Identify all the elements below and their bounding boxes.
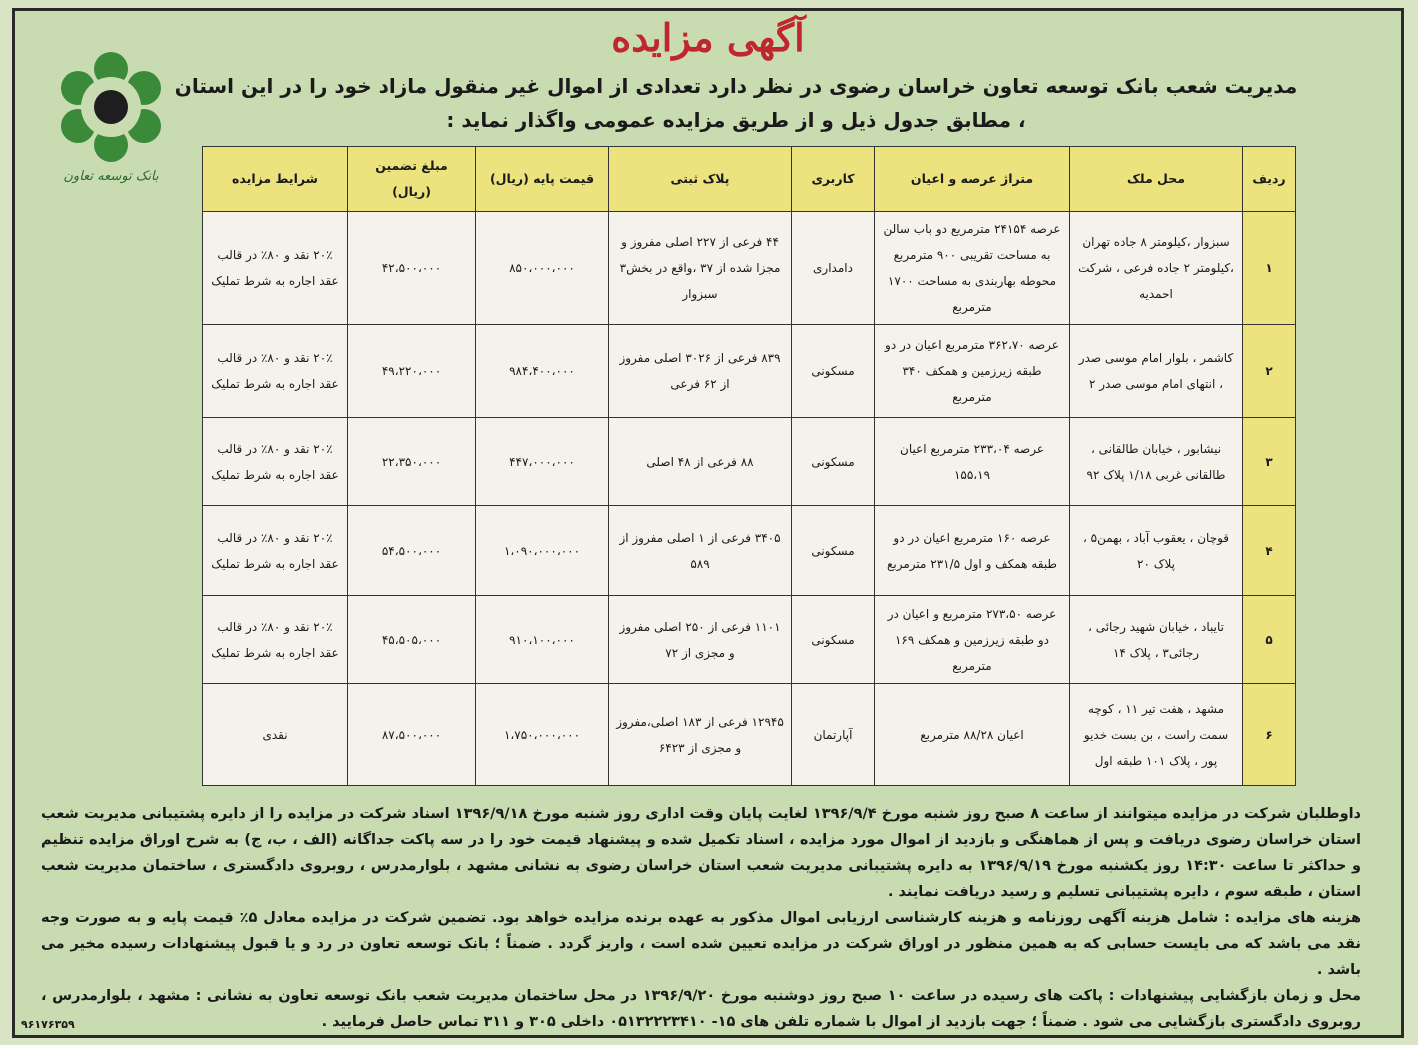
auction-conditions: ۲۰٪ نقد و ۸۰٪ در قالب عقد اجاره به شرط تملیک (203, 325, 348, 418)
base-price: ۱،۷۵۰،۰۰۰،۰۰۰ (476, 684, 609, 786)
guarantee-amount: ۲۲،۳۵۰،۰۰۰ (348, 418, 476, 506)
table-row (203, 684, 1296, 786)
auction-conditions: نقدی (203, 684, 348, 786)
guarantee-amount: ۸۷،۵۰۰،۰۰۰ (348, 684, 476, 786)
registration-plate: ۳۴۰۵ فرعی از ۱ اصلی مفروز از ۵۸۹ (609, 506, 792, 596)
guarantee-amount: ۴۵،۵۰۵،۰۰۰ (348, 596, 476, 684)
table-row (203, 506, 1296, 596)
auction-conditions: ۲۰٪ نقد و ۸۰٪ در قالب عقد اجاره به شرط تملیک (203, 596, 348, 684)
registration-plate: ۱۲۹۴۵ فرعی از ۱۸۳ اصلی،مفروز و مجزی از ۶۴۲۳ (609, 684, 792, 786)
document-code: ۹۶۱۷۶۳۵۹ (21, 1018, 75, 1031)
guarantee-amount: ۴۲،۵۰۰،۰۰۰ (348, 212, 476, 325)
registration-plate: ۸۸ فرعی از ۴۸ اصلی (609, 418, 792, 506)
base-price: ۹۸۴،۴۰۰،۰۰۰ (476, 325, 609, 418)
property-area: اعیان ۸۸/۲۸ مترمربع (875, 684, 1070, 786)
property-location: مشهد ، هفت تیر ۱۱ ، کوچه سمت راست ، بن بست خدیو پور ، پلاک ۱۰۱ طبقه اول (1070, 684, 1243, 786)
property-area: عرصه ۲۴۱۵۴ مترمربع دو باب سالن به مساحت تقریبی ۹۰۰ مترمربع محوطه بهاربندی به مساحت ۱۷۰۰ مترمربع (875, 212, 1070, 325)
col-conditions: شرایط مزایده (203, 147, 348, 212)
property-usage: مسکونی (792, 596, 875, 684)
property-location: قوچان ، یعقوب آباد ، بهمن۵ ، پلاک ۲۰ (1070, 506, 1243, 596)
logo-caption: بانک توسعه تعاون (63, 169, 159, 184)
property-usage: آپارتمان (792, 684, 875, 786)
col-row-number: ردیف (1243, 147, 1296, 212)
row-number: ۶ (1243, 684, 1296, 786)
intro-text: مدیریت شعب بانک توسعه تعاون خراسان رضوی در نظر دارد تعدادی از اموال غیر منقول مازاد خود را در این استان ، مطابق جدول ذیل و از طریق مزایده عمومی واگذار نماید : (174, 74, 1298, 132)
col-registration-plate: پلاک ثبتی (609, 147, 792, 212)
base-price: ۸۵۰،۰۰۰،۰۰۰ (476, 212, 609, 325)
property-location: تایباد ، خیابان شهید رجائی ، رجائی۳ ، پلاک ۱۴ (1070, 596, 1243, 684)
registration-plate: ۴۴ فرعی از ۲۲۷ اصلی مفروز و مجزا شده از ۳۷ ،واقع در بخش۳ سبزوار (609, 212, 792, 325)
property-usage: مسکونی (792, 506, 875, 596)
flower-logo-icon (51, 47, 171, 167)
opening-paragraph: محل و زمان بازگشایی پیشنهادات : پاکت های رسیده در ساعت ۱۰ صبح روز دوشنبه مورخ ۱۳۹۶/۹/۲۰ در محل ساختمان مدیریت شعب بانک توسعه تعاون به نشانی : مشهد ، بلوارمدرس ، روبروی دادگستری بازگشایی می شود . ضمناً ؛ جهت بازدید از اموال با شماره تلفن های ۱۵- ۰۵۱۳۲۲۲۳۴۱۰ داخلی ۳۰۵ و ۳۱۱ تماس حاصل فرمایید . (41, 988, 1361, 1030)
col-guarantee: مبلغ تضمین (ریال) (348, 147, 476, 212)
table-row (203, 325, 1296, 418)
row-number: ۴ (1243, 506, 1296, 596)
table-row (203, 418, 1296, 506)
auction-conditions: ۲۰٪ نقد و ۸۰٪ در قالب عقد اجاره به شرط تملیک (203, 418, 348, 506)
base-price: ۴۴۷،۰۰۰،۰۰۰ (476, 418, 609, 506)
property-location: نیشابور ، خیابان طالقانی ، طالقانی غربی ۱/۱۸ پلاک ۹۲ (1070, 418, 1243, 506)
page-title: آگهی مزایده (611, 15, 805, 60)
guarantee-amount: ۴۹،۲۲۰،۰۰۰ (348, 325, 476, 418)
table-header-row (203, 147, 1296, 212)
registration-plate: ۸۳۹ فرعی از ۳۰۲۶ اصلی مفروز از ۶۲ فرعی (609, 325, 792, 418)
row-number: ۲ (1243, 325, 1296, 418)
col-usage: کاربری (792, 147, 875, 212)
property-usage: مسکونی (792, 325, 875, 418)
guarantee-amount: ۵۴،۵۰۰،۰۰۰ (348, 506, 476, 596)
row-number: ۱ (1243, 212, 1296, 325)
col-base-price: قیمت پایه (ریال) (476, 147, 609, 212)
submission-paragraph: داوطلبان شرکت در مزایده میتوانند از ساعت ۸ صبح روز شنبه مورخ ۱۳۹۶/۹/۴ لغایت پایان وقت اداری روز شنبه مورخ ۱۳۹۶/۹/۱۸ اسناد شرکت در مزایده را از دایره پشتیبانی مدیریت شعب استان خراسان رضوی دریافت و پس از هماهنگی و بازدید از اموال مورد مزایده ، اسناد تکمیل شده و پیشنهاد قیمت خود را در سه پاکت جداگانه (الف ، ب، ج) به شرح اوراق مزایده تنظیم و حداکثر تا ساعت ۱۴:۳۰ روز یکشنبه مورخ ۱۳۹۶/۹/۱۹ به دایره پشتیبانی مدیریت شعب استان خراسان رضوی به نشانی مشهد ، بلوارمدرس ، روبروی دادگستری ، ساختمان مدیریت شعب استان ، طبقه سوم ، دایره پشتیبانی تسلیم و رسید دریافت نمایند . (41, 806, 1362, 900)
col-area: متراژ عرصه و اعیان (875, 147, 1070, 212)
property-usage: دامداری (792, 212, 875, 325)
row-number: ۳ (1243, 418, 1296, 506)
auction-conditions: ۲۰٪ نقد و ۸۰٪ در قالب عقد اجاره به شرط تملیک (203, 212, 348, 325)
base-price: ۱،۰۹۰،۰۰۰،۰۰۰ (476, 506, 609, 596)
property-area: عرصه ۳۶۲،۷۰ مترمربع اعیان در دو طبقه زیرزمین و همکف ۳۴۰ مترمربع (875, 325, 1070, 418)
properties-table (202, 146, 1296, 786)
costs-paragraph: هزینه های مزایده : شامل هزینه آگهی روزنامه و هزینه کارشناسی ارزیابی اموال مذکور به عهده برنده مزایده خواهد بود. تضمین شرکت در مزایده معادل ۵٪ قیمت پایه و به صورت وجه نقد می باشد که می بایست حسابی که به همین منظور در اوراق شرکت در مزایده تعیین شده است ، واریز گردد . ضمناً ؛ بانک توسعه تعاون در رد و یا قبول پیشنهادات رسیده مخیر می باشد . (41, 910, 1361, 978)
col-location: محل ملک (1070, 147, 1243, 212)
table-row (203, 596, 1296, 684)
property-location: سبزوار ،کیلومتر ۸ جاده تهران ،کیلومتر ۲ جاده فرعی ، شرکت احمدیه (1070, 212, 1243, 325)
registration-plate: ۱۱۰۱ فرعی از ۲۵۰ اصلی مفروز و مجزی از ۷۲ (609, 596, 792, 684)
property-area: عرصه ۱۶۰ مترمربع اعیان در دو طبقه همکف و اول ۲۳۱/۵ مترمربع (875, 506, 1070, 596)
bank-logo (41, 43, 181, 203)
base-price: ۹۱۰،۱۰۰،۰۰۰ (476, 596, 609, 684)
property-area: عرصه ۲۳۳،۰۴ مترمربع اعیان ۱۵۵،۱۹ (875, 418, 1070, 506)
auction-conditions: ۲۰٪ نقد و ۸۰٪ در قالب عقد اجاره به شرط تملیک (203, 506, 348, 596)
notice-footer (41, 801, 1361, 1035)
auction-notice (12, 8, 1404, 1038)
row-number: ۵ (1243, 596, 1296, 684)
property-location: کاشمر ، بلوار امام موسی صدر ، انتهای امام موسی صدر ۲ (1070, 325, 1243, 418)
table-row (203, 212, 1296, 325)
property-usage: مسکونی (792, 418, 875, 506)
property-area: عرصه ۲۷۳،۵۰ مترمربع و اعیان در دو طبقه زیرزمین و همکف ۱۶۹ مترمربع (875, 596, 1070, 684)
